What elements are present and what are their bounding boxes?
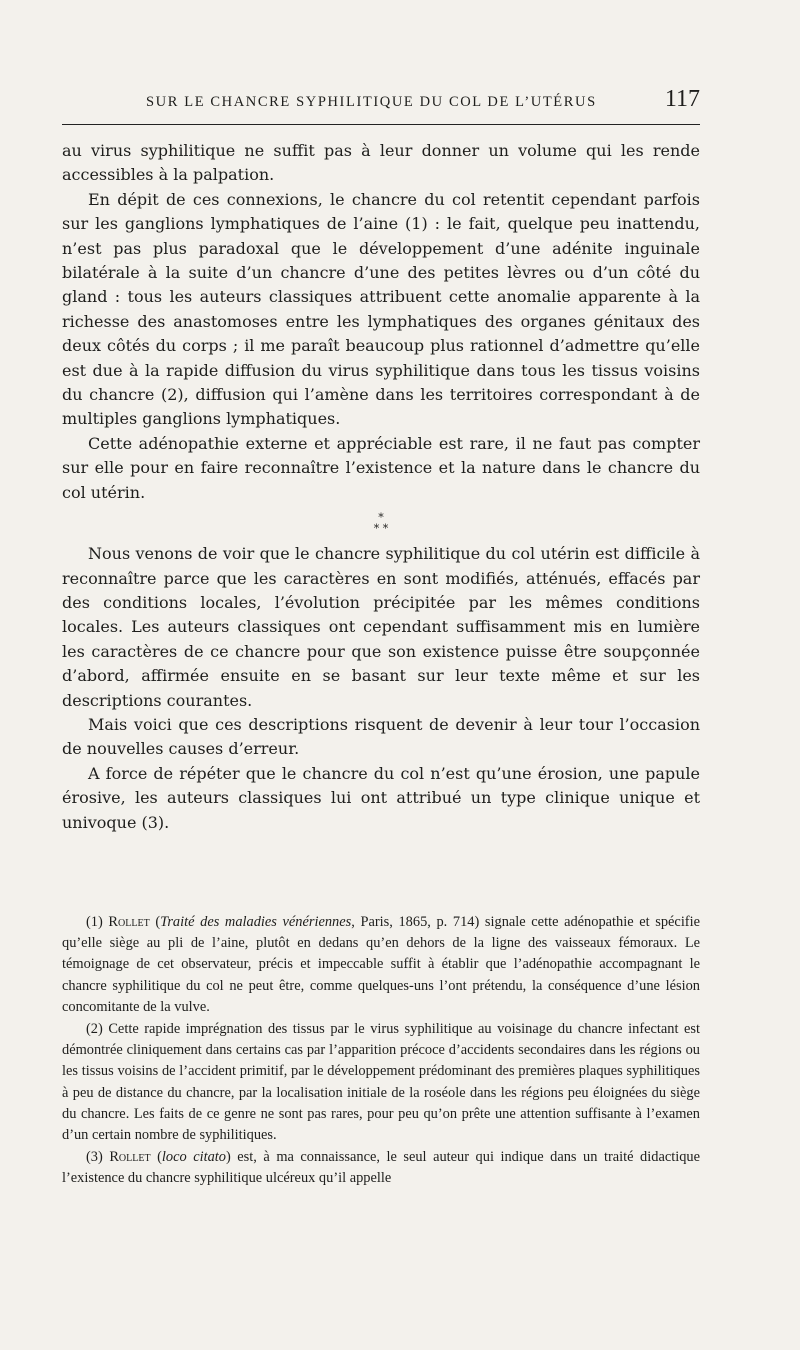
paragraph-adenopathy: En dépit de ces connexions, le chancre du col retentit cependant parfois sur les ganglions lymphatiques de l’aine (1) : le fait, quelque peu inattendu, n’est pas plus paradoxal que le développement d’une adénite inguinale bilatérale à la suite d’un chancre d’une des petites lèvres ou d’un côté du gland : tous les auteurs classiques attribuent cette anomalie apparente à la richesse des anastomoses entre les lymphatiques des organes génitaux des deux côtés du corps ; il me paraît beaucoup plus rationnel d’admettre qu’elle est due à la rapide diffusion du virus syphilitique dans tous les tissus voisins du chancre (2), diffusion qui l’amène dans les territoires correspondant à de multiples ganglions lymphatiques. [62, 189, 700, 429]
paragraph-descriptions: Mais voici que ces descriptions risquent de devenir à leur tour l’occasion de nouvelles causes d’erreur. [62, 714, 700, 759]
footnote-2: (2) Cette rapide imprégnation des tissus par le virus syphilitique au voisinage du chancre infectant est démontrée cliniquement dans certains cas par l’apparition précoce d’accidents secondaires dans les régions ou les tissus voisins de l’accident primitif, par le développement prédominant des premières plaques syphilitiques à peu de distance du chancre, par la localisation initiale de la roséole dans les régions peu éloignées du siège du chancre. Les faits de ce genre ne sont pas rares, pour peu qu’on prête une attention suffisante à l’examen d’un certain nombre de syphilitiques. [62, 1021, 700, 1144]
paragraph-continuation: au virus syphilitique ne suffit pas à leur donner un volume qui les rende accessibles à la palpation. [62, 141, 700, 185]
paragraph-rare: Cette adénopathie externe et appréciable est rare, il ne faut pas compter sur elle pour en faire reconnaître l’existence et la nature dans le chancre du col utérin. [62, 433, 700, 502]
footnote-3-work: loco citato [161, 1149, 226, 1166]
running-title: SUR LE CHANCRE SYPHILITIQUE DU COL DE L’UTÉRUS [146, 94, 597, 110]
footnotes [62, 912, 700, 1191]
body-text [62, 139, 700, 835]
separator-top-star: * [378, 511, 384, 525]
footnote-3-text: ) est, à ma connaissance, le seul auteur qui indique dans un traité didactique l’existence du chancre syphilitique ulcéreux qu’il appelle [62, 1149, 700, 1187]
footnote-1-marker: (1) [86, 914, 103, 930]
footnote-1-author: Rollet [108, 914, 150, 930]
header-rule [62, 124, 700, 125]
footnote-3-author: Rollet [109, 1149, 151, 1166]
paragraph-erosion: A force de répéter que le chancre du col n’est qu’une érosion, une papule érosive, les auteurs classiques lui ont attribué un type clinique unique et univoque (3). [62, 763, 700, 832]
footnote-1-text: , Paris, 1865, p. 714) signale cette adénopathie et spécifie qu’elle siège au pli de l’aine, plutôt en dedans qu’en dehors de la ligne des vaisseaux fémoraux. Le témoignage de cet observateur, précis et impeccable suffit à établir que l’adénopathie accompagnant le chancre syphilitique du col ne peut être, comme quelques-uns l’ont prétendu, la conséquence d’une lésion concomitante de la vulve. [62, 914, 700, 1015]
page-number: 117 [664, 86, 700, 112]
footnote-3: (3) Rollet (loco citato) est, à ma connaissance, le seul auteur qui indique dans un traité didactique l’existence du chancre syphilitique ulcéreux qu’il appelle [62, 1149, 700, 1187]
separator-bottom-stars: * * [373, 522, 389, 536]
section-separator [62, 512, 700, 534]
paragraph-difficult: Nous venons de voir que le chancre syphilitique du col utérin est difficile à reconnaître parce que les caractères en sont modifiés, atténués, effacés par des conditions locales, l’évolution précipitée par les mêmes conditions locales. Les auteurs classiques ont cependant suffisamment mis en lumière les caractères de ce chancre pour que son existence puisse être soupçonnée d’abord, affirmée ensuite en se basant sur leur texte même et sur les descriptions courantes. [62, 544, 700, 710]
footnote-1: (1) Rollet (Traité des maladies vénériennes, Paris, 1865, p. 714) signale cette adénopathie et spécifie qu’elle siège au pli de l’aine, plutôt en dedans qu’en dehors de la ligne des vaisseaux fémoraux. Le témoignage de cet observateur, précis et impeccable suffit à établir que l’adénopathie accompagnant le chancre syphilitique du col ne peut être, comme quelques-uns l’ont prétendu, la conséquence d’une lésion concomitante de la vulve. [62, 914, 700, 1015]
footnote-3-marker: (3) [86, 1149, 103, 1166]
running-head [62, 86, 700, 116]
footnote-1-work: Traité des maladies vénériennes [160, 914, 352, 930]
